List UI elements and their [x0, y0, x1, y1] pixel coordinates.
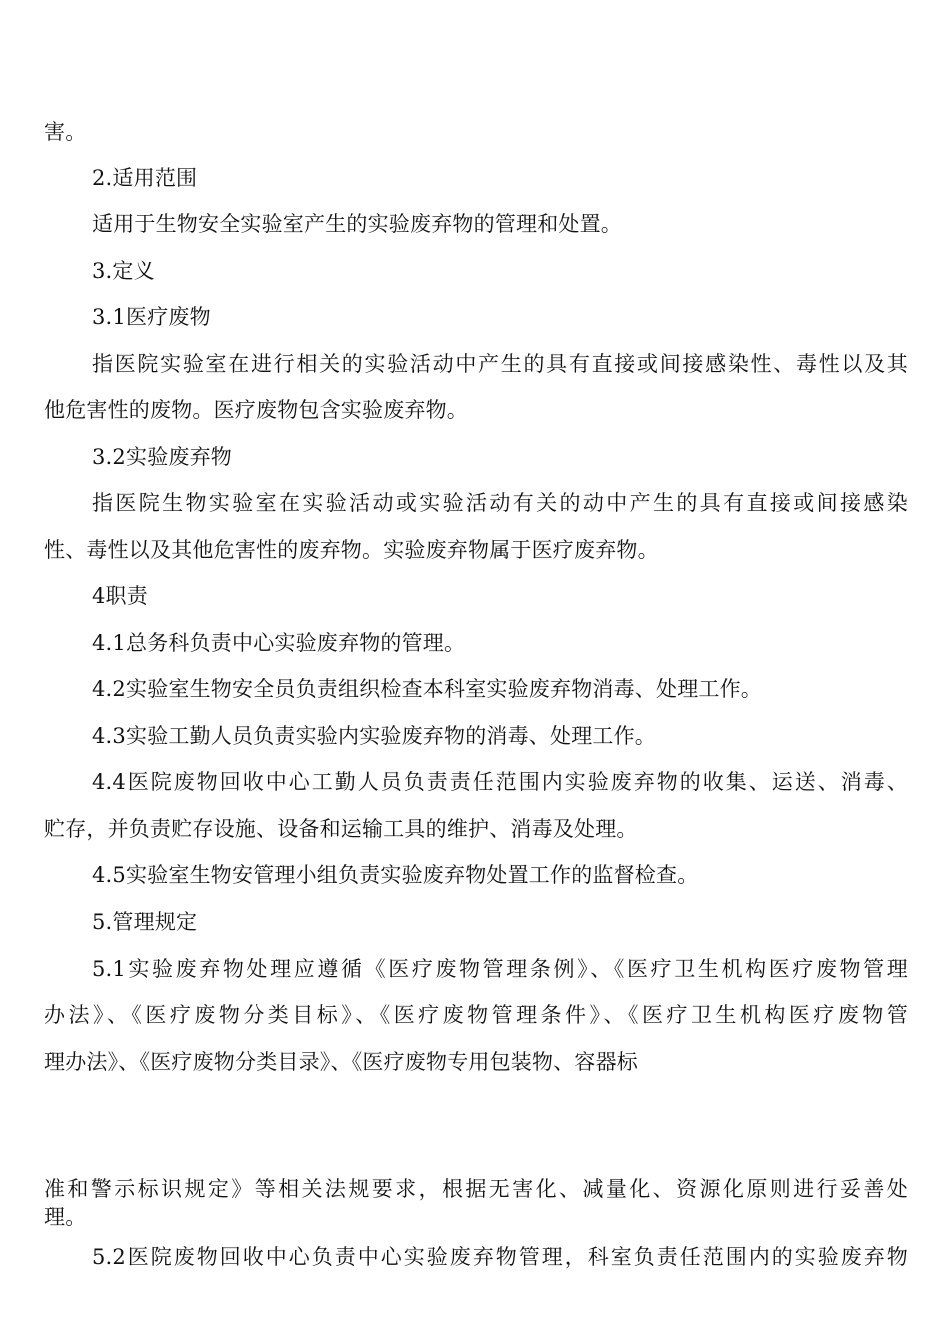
text-line: 4.1总务科负责中心实验废弃物的管理。: [92, 631, 466, 655]
text-line: 指医院生物实验室在实验活动或实验活动有关的动中产生的具有直接或间接感染: [92, 491, 908, 515]
text-line: 办法》、《医疗废物分类目标》、《医疗废物管理条件》、《医疗卫生机构医疗废物管: [44, 1003, 908, 1027]
text-line: 4.2实验室生物安全员负责组织检查本科室实验废弃物消毒、处理工作。: [92, 677, 762, 701]
text-line: 适用于生物安全实验室产生的实验废弃物的管理和处置。: [92, 212, 622, 236]
section-heading: 5.管理规定: [92, 910, 198, 934]
section-heading: 3.定义: [92, 259, 155, 283]
text-line: 他危害性的废物。医疗废物包含实验废弃物。: [44, 398, 468, 422]
text-line: 4.4医院废物回收中心工勤人员负责责任范围内实验废弃物的收集、运送、消毒、: [92, 770, 908, 794]
text-line: 4.3实验工勤人员负责实验内实验废弃物的消毒、处理工作。: [92, 724, 656, 748]
section-heading: 4职责: [92, 584, 148, 608]
text-line: 准和警示标识规定》等相关法规要求，根据无害化、减量化、资源化原则进行妥善处: [44, 1177, 908, 1201]
text-line: 5.1实验废弃物处理应遵循《医疗废物管理条例》、《医疗卫生机构医疗废物管理: [92, 957, 908, 981]
text-line: 理。: [44, 1205, 87, 1229]
section-heading: 3.2实验废弃物: [92, 445, 232, 469]
section-heading: 3.1医疗废物: [92, 305, 211, 329]
text-line: 指医院实验室在进行相关的实验活动中产生的具有直接或间接感染性、毒性以及其: [92, 352, 908, 376]
text-line: 害。: [44, 120, 87, 144]
text-line: 4.5实验室生物安管理小组负责实验废弃物处置工作的监督检查。: [92, 863, 699, 887]
text-line: 5.2医院废物回收中心负责中心实验废弃物管理，科室负责任范围内的实验废弃物: [92, 1245, 908, 1269]
section-heading: 2.适用范围: [92, 166, 198, 190]
text-line: 贮存，并负责贮存设施、设备和运输工具的维护、消毒及处理。: [44, 817, 638, 841]
text-line: 理办法》、《医疗废物分类目录》、《医疗废物专用包装物、容器标: [44, 1050, 638, 1074]
text-line: 性、毒性以及其他危害性的废弃物。实验废弃物属于医疗废弃物。: [44, 538, 659, 562]
